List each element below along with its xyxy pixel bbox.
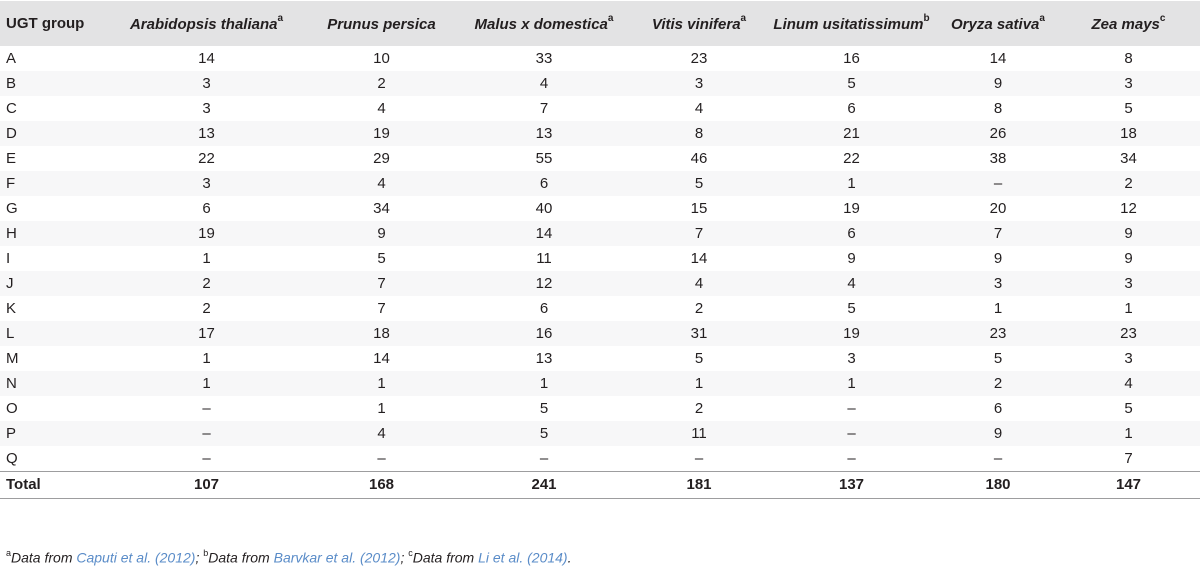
ugt-group-cell: M [6, 350, 19, 367]
footnote-separator: . [567, 549, 572, 566]
count-cell: 5 [993, 350, 1003, 367]
table-row [0, 121, 1200, 146]
species-footnote-marker: a [607, 12, 614, 24]
count-cell: 1 [202, 375, 211, 392]
count-cell: 55 [535, 150, 553, 167]
count-cell: 38 [989, 150, 1007, 167]
header-species [634, 1, 764, 46]
table-row [0, 46, 1200, 71]
count-cell: 23 [690, 50, 708, 67]
species-footnote-marker: a [277, 12, 284, 24]
count-cell: 6 [847, 225, 856, 242]
total-label: Total [6, 476, 41, 493]
count-cell: 3 [1124, 75, 1133, 92]
count-cell: 5 [539, 400, 549, 417]
count-cell: 5 [694, 350, 704, 367]
count-cell: 9 [377, 225, 386, 242]
count-cell: 8 [1124, 50, 1133, 67]
count-cell: 11 [536, 250, 552, 267]
header-ugt-group: UGT group [6, 15, 85, 32]
footnote-separator: ; [195, 549, 204, 566]
table-row [0, 346, 1200, 371]
count-cell: 46 [690, 150, 708, 167]
count-cell: 21 [843, 125, 860, 142]
count-cell: 13 [535, 125, 553, 142]
count-cell: 5 [539, 425, 549, 442]
count-cell: 26 [989, 125, 1007, 142]
footnote-marker: a [6, 548, 12, 558]
count-cell: 33 [535, 50, 553, 67]
table-row [0, 96, 1200, 121]
footnote-marker: b [203, 548, 209, 558]
table-row [0, 171, 1200, 196]
count-cell: – [202, 425, 211, 442]
count-cell: 7 [1124, 449, 1133, 467]
count-cell: – [993, 175, 1003, 192]
count-cell: 15 [690, 200, 708, 217]
header-species [454, 1, 634, 46]
ugt-group-table [0, 1, 1200, 499]
citation-link[interactable]: Barvkar et al. (2012) [273, 549, 401, 566]
count-cell: 4 [1124, 375, 1133, 392]
ugt-group-cell: E [6, 150, 17, 167]
species-footnote-marker: a [1039, 12, 1045, 24]
table-row [0, 296, 1200, 321]
count-cell: 4 [377, 425, 386, 442]
header-species [309, 1, 454, 46]
citation-link[interactable]: Li et al. (2014) [478, 549, 568, 566]
header-species [939, 1, 1057, 46]
citation-link[interactable]: Caputi et al. (2012) [76, 549, 196, 566]
count-cell: 22 [843, 150, 860, 167]
count-cell: 1 [202, 350, 211, 367]
count-cell: 2 [1124, 175, 1133, 192]
table-row [0, 446, 1200, 471]
table-row [0, 146, 1200, 171]
count-cell: 7 [694, 225, 704, 242]
species-name: Oryza sativa [951, 15, 1040, 33]
count-cell: 14 [989, 50, 1007, 67]
count-cell: 2 [993, 375, 1003, 392]
footnote-marker: c [408, 548, 413, 558]
count-cell: 4 [377, 175, 386, 192]
count-cell: 1 [202, 250, 211, 267]
count-cell: 19 [843, 325, 860, 342]
table-footnote [6, 549, 571, 566]
total-cell: 180 [985, 476, 1011, 493]
table-row [0, 421, 1200, 446]
ugt-group-cell: L [6, 325, 15, 342]
count-cell: 7 [993, 225, 1003, 242]
table-row [0, 71, 1200, 96]
count-cell: 7 [539, 100, 549, 117]
count-cell: 9 [847, 250, 856, 267]
header-species [104, 1, 309, 46]
count-cell: – [377, 449, 386, 467]
species-name: Arabidopsis thaliana [129, 15, 278, 33]
count-cell: 2 [202, 275, 211, 292]
count-cell: 13 [198, 125, 215, 142]
count-cell: 14 [535, 225, 553, 242]
count-cell: 6 [847, 100, 856, 117]
count-cell: 5 [847, 300, 856, 317]
total-cell: 147 [1115, 476, 1142, 493]
count-cell: 19 [843, 200, 860, 217]
count-cell: – [993, 449, 1003, 467]
count-cell: – [847, 400, 856, 417]
count-cell: 8 [993, 100, 1003, 117]
header-species [764, 1, 939, 46]
count-cell: 8 [694, 125, 704, 142]
count-cell: 16 [843, 50, 860, 67]
count-cell: 5 [1124, 100, 1133, 117]
species-name: Vitis vinifera [651, 15, 741, 33]
count-cell: 2 [202, 300, 211, 317]
count-cell: 31 [690, 325, 708, 342]
count-cell: 17 [198, 325, 215, 342]
species-name: Linum usitatissimum [773, 15, 924, 33]
table-row [0, 221, 1200, 246]
table-row [0, 246, 1200, 271]
count-cell: – [539, 449, 549, 467]
count-cell: 1 [377, 375, 386, 392]
footnote-text: Data from [11, 549, 77, 566]
ugt-group-cell: N [6, 375, 17, 392]
count-cell: 3 [202, 175, 211, 192]
count-cell: 18 [1120, 125, 1137, 142]
count-cell: 2 [694, 400, 704, 417]
count-cell: – [847, 449, 856, 467]
count-cell: 9 [993, 425, 1003, 442]
count-cell: 1 [694, 375, 704, 392]
count-cell: 40 [535, 200, 553, 217]
count-cell: 14 [373, 350, 390, 367]
count-cell: 9 [993, 75, 1003, 92]
total-row [0, 471, 1200, 498]
ugt-group-cell: A [6, 50, 17, 67]
ugt-group-cell: D [6, 125, 17, 142]
count-cell: 9 [1124, 225, 1133, 242]
count-cell: 5 [694, 175, 704, 192]
count-cell: 14 [198, 50, 215, 67]
footnote-text: Data from [208, 549, 274, 566]
species-name: Malus x domestica [474, 15, 608, 33]
count-cell: 13 [535, 350, 553, 367]
header-species [1057, 1, 1200, 46]
count-cell: 14 [690, 250, 708, 267]
count-cell: 23 [1120, 325, 1137, 342]
table-row [0, 371, 1200, 396]
count-cell: 1 [847, 375, 856, 392]
ugt-group-cell: O [6, 400, 18, 417]
count-cell: 34 [373, 200, 390, 217]
count-cell: 4 [694, 100, 704, 117]
count-cell: 6 [202, 200, 211, 217]
count-cell: 19 [198, 225, 215, 242]
ugt-group-cell: P [6, 425, 17, 442]
species-name: Zea mays [1091, 15, 1160, 33]
count-cell: 4 [539, 75, 549, 92]
count-cell: 4 [847, 275, 856, 292]
count-cell: 4 [377, 100, 386, 117]
ugt-group-cell: C [6, 100, 17, 117]
count-cell: 7 [377, 300, 386, 317]
footnote-separator: ; [400, 549, 409, 566]
total-cell: 137 [838, 476, 865, 493]
count-cell: – [847, 425, 856, 442]
count-cell: 3 [202, 75, 211, 92]
count-cell: 3 [694, 75, 704, 92]
species-name: Prunus persica [327, 15, 436, 33]
count-cell: 23 [989, 325, 1007, 342]
count-cell: 5 [377, 250, 386, 267]
count-cell: 6 [539, 300, 549, 317]
ugt-group-cell: B [6, 75, 17, 92]
count-cell: 1 [847, 175, 856, 192]
ugt-group-cell: Q [6, 449, 18, 467]
ugt-group-cell: F [6, 175, 16, 192]
count-cell: 4 [694, 275, 704, 292]
count-cell: 12 [1120, 200, 1137, 217]
count-cell: 29 [373, 150, 390, 167]
count-cell: 3 [202, 100, 211, 117]
count-cell: 22 [198, 150, 215, 167]
ugt-group-cell: G [6, 200, 18, 217]
ugt-group-cell: H [6, 225, 17, 242]
count-cell: 10 [373, 50, 390, 67]
ugt-group-cell: J [6, 275, 14, 292]
ugt-group-cell: K [6, 300, 17, 317]
count-cell: 9 [993, 250, 1003, 267]
count-cell: 2 [377, 75, 386, 92]
count-cell: 5 [1124, 400, 1133, 417]
count-cell: 20 [989, 200, 1007, 217]
count-cell: 1 [377, 400, 386, 417]
count-cell: 3 [847, 350, 856, 367]
table-header-row [0, 1, 1200, 46]
count-cell: 6 [539, 175, 549, 192]
count-cell: 5 [847, 75, 856, 92]
species-footnote-marker: b [923, 12, 930, 24]
total-cell: 241 [531, 476, 557, 493]
count-cell: 6 [993, 400, 1003, 417]
species-footnote-marker: c [1159, 12, 1166, 24]
table-row [0, 271, 1200, 296]
count-cell: 3 [1124, 350, 1133, 367]
total-cell: 107 [193, 476, 220, 493]
table-body [0, 46, 1200, 498]
ugt-group-cell: I [6, 250, 11, 267]
total-cell: 168 [368, 476, 395, 493]
table-row [0, 396, 1200, 421]
table-row [0, 196, 1200, 221]
count-cell: 7 [377, 275, 386, 292]
count-cell: – [694, 449, 704, 467]
count-cell: 16 [535, 325, 553, 342]
count-cell: 19 [373, 125, 390, 142]
count-cell: – [202, 400, 211, 417]
total-cell: 181 [686, 476, 712, 493]
count-cell: 3 [1124, 275, 1133, 292]
count-cell: 1 [1124, 300, 1133, 317]
count-cell: 12 [535, 275, 553, 292]
count-cell: 1 [1124, 425, 1133, 442]
count-cell: 1 [993, 300, 1003, 317]
species-footnote-marker: a [740, 12, 747, 24]
count-cell: 1 [539, 375, 549, 392]
table-row [0, 321, 1200, 346]
count-cell: 34 [1120, 150, 1137, 167]
count-cell: – [202, 449, 211, 467]
count-cell: 2 [694, 300, 704, 317]
count-cell: 3 [993, 275, 1003, 292]
count-cell: 9 [1124, 250, 1133, 267]
count-cell: 18 [373, 325, 390, 342]
footnote-text: Data from [412, 549, 479, 566]
count-cell: 11 [691, 425, 707, 442]
